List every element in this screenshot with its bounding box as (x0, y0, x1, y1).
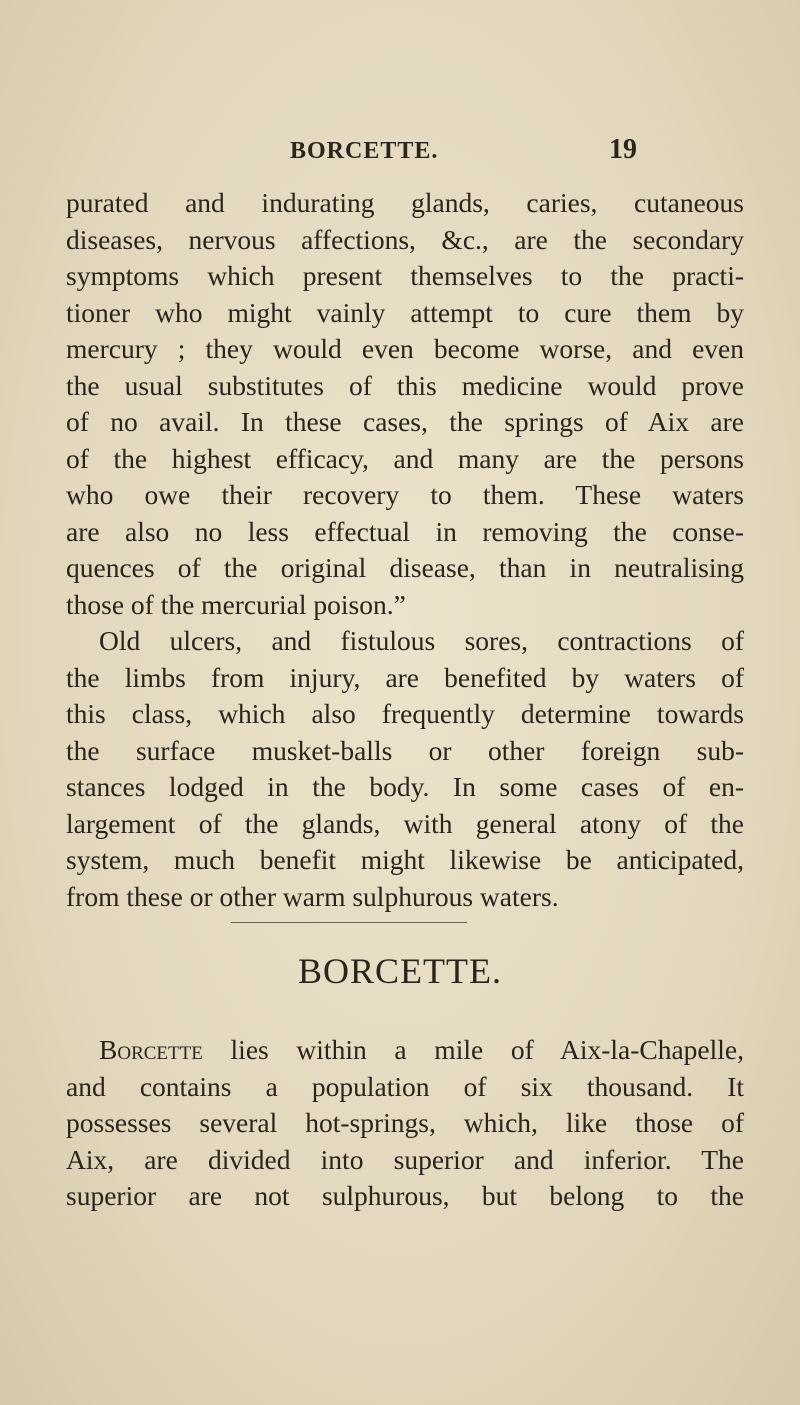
text-line: tioner who might vainly attempt to cure them by (66, 296, 744, 328)
text-line: of no avail. In these cases, the springs of Aix are (66, 406, 744, 437)
text-line: the surface musket-balls or other foreign sub- (66, 734, 744, 766)
text-line: diseases, nervous affections, &c., are the secondary (66, 223, 744, 255)
text-line: this class, which also frequently determine towards (66, 698, 744, 729)
page-number: 19 (609, 134, 637, 165)
section-paragraph (66, 1032, 744, 1215)
text-line: from these or other warm sulphurous waters. (66, 880, 559, 912)
body-paragraphs (66, 185, 744, 915)
text-line: purated and indurating glands, caries, cutaneous (66, 187, 744, 218)
text-line: symptoms which present themselves to the practi- (66, 260, 744, 291)
text-line: mercury ; they would even become worse, and even (66, 333, 744, 364)
text-line: are also no less effectual in removing the conse- (66, 515, 744, 547)
text-line: the limbs from injury, are benefited by waters of (66, 661, 744, 693)
text-line: and contains a population of six thousand. It (66, 1070, 744, 1102)
text-line (66, 1032, 744, 1069)
text-line: system, much benefit might likewise be anticipated, (66, 844, 744, 875)
running-head (0, 134, 800, 170)
text-line: possesses several hot-springs, which, like those of (66, 1107, 744, 1138)
text-line: of the highest efficacy, and many are the persons (66, 442, 744, 474)
text-line: Old ulcers, and fistulous sores, contractions of (99, 625, 744, 656)
running-title: BORCETTE. (290, 138, 439, 164)
section-first-word: Borcette (99, 1034, 203, 1065)
section-first-line-rest: lies within a mile of Aix-la-Chapelle, (202, 1034, 744, 1065)
text-line: Aix, are divided into superior and inferior. The (66, 1143, 744, 1175)
text-line: the usual substitutes of this medicine would prove (66, 369, 744, 401)
text-line: superior are not sulphurous, but belong to the (66, 1180, 744, 1211)
text-line: stances lodged in the body. In some cases of en- (66, 771, 744, 802)
text-line: those of the mercurial poison.” (66, 588, 406, 620)
text-line: largement of the glands, with general atony of the (66, 807, 744, 839)
section-divider (231, 922, 467, 923)
section-heading: BORCETTE. (298, 951, 502, 991)
text-line: quences of the original disease, than in neutralising (66, 552, 744, 583)
text-line: who owe their recovery to them. These waters (66, 479, 744, 510)
